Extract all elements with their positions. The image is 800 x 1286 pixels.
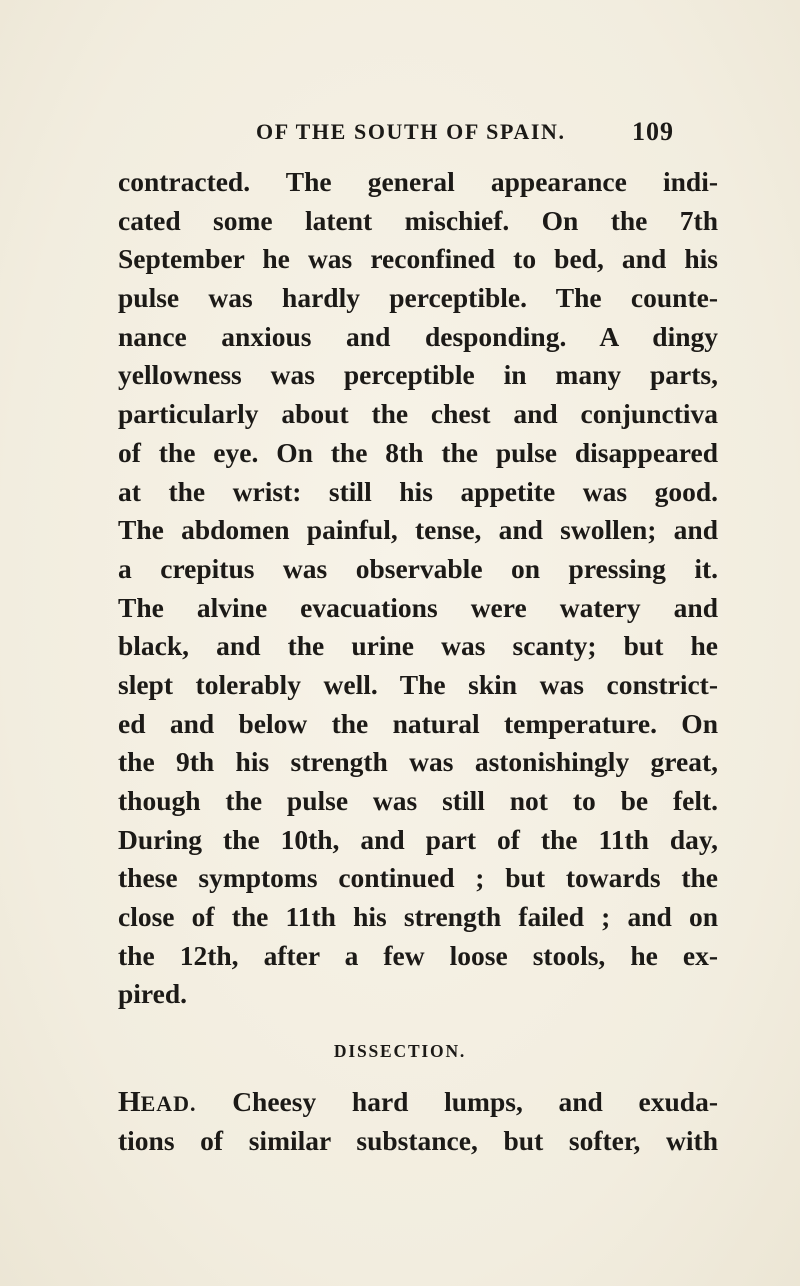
text-line: contracted. The general appearance indi- xyxy=(118,166,718,197)
lead-line-rest: Cheesy hard lumps, and exuda- xyxy=(196,1086,718,1117)
text-line: September he was reconfined to bed, and his xyxy=(118,243,718,275)
text-line: black, and the urine was scanty; but he xyxy=(118,630,718,662)
text-line: pulse was hardly perceptible. The counte- xyxy=(118,282,718,314)
text-line: the 9th his strength was astonishingly great, xyxy=(118,746,718,778)
text-line: The alvine evacuations were watery and xyxy=(118,591,718,623)
text-line: pired. xyxy=(118,978,188,1010)
text-line: tions of similar substance, but softer, with xyxy=(118,1124,718,1156)
text-line: During the 10th, and part of the 11th day, xyxy=(118,823,718,855)
text-line: slept tolerably well. The skin was constrict- xyxy=(118,668,718,700)
text-line: these symptoms continued ; but towards the xyxy=(118,862,718,894)
text-line: at the wrist: still his appetite was good. xyxy=(118,475,718,507)
text-line: close of the 11th his strength failed ; and on xyxy=(118,901,718,933)
text-line: yellowness was perceptible in many parts, xyxy=(118,359,718,391)
text-line: ed and below the natural temperature. On xyxy=(118,707,718,739)
small-caps-initial: H xyxy=(118,1086,141,1118)
text-line: The abdomen painful, tense, and swollen; and xyxy=(118,514,718,546)
page-header xyxy=(0,117,800,153)
running-head: OF THE SOUTH OF SPAIN. xyxy=(256,119,566,144)
text-line: nance anxious and desponding. A dingy xyxy=(118,320,718,352)
text-line: the 12th, after a few loose stools, he ex- xyxy=(118,939,718,971)
text-line: cated some latent mischief. On the 7th xyxy=(118,204,718,236)
case-history-paragraph xyxy=(118,163,718,1014)
text-line: of the eye. On the 8th the pulse disappeared xyxy=(118,436,718,468)
text-line xyxy=(118,1083,718,1122)
page-number: 109 xyxy=(632,117,674,146)
small-caps-rest: EAD. xyxy=(140,1091,197,1116)
dissection-paragraph xyxy=(118,1083,718,1160)
section-heading-dissection: DISSECTION. xyxy=(333,1041,467,1061)
text-line: a crepitus was observable on pressing it. xyxy=(118,552,718,584)
text-line: though the pulse was still not to be felt. xyxy=(118,785,718,816)
text-line: particularly about the chest and conjunctiva xyxy=(118,398,718,430)
